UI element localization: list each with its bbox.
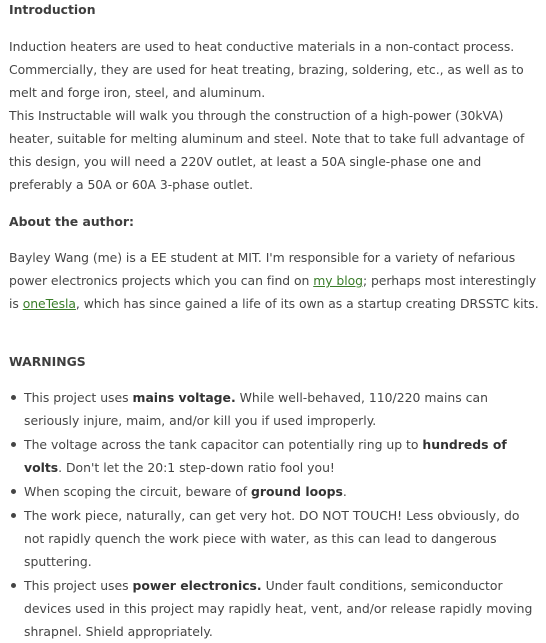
warning-item xyxy=(9,480,540,503)
warning-item xyxy=(9,433,540,479)
about-author-paragraph xyxy=(9,246,540,315)
warning-text: When scoping the circuit, beware of xyxy=(24,484,252,499)
introduction-text xyxy=(9,35,540,196)
bullet-icon xyxy=(11,442,16,447)
bullet-icon xyxy=(11,583,16,588)
warning-emphasis: hundreds of volts xyxy=(24,437,507,475)
warning-emphasis: power electronics. xyxy=(132,578,262,593)
onetesla-link[interactable]: oneTesla xyxy=(22,296,76,311)
my-blog-link[interactable]: my blog xyxy=(313,273,363,288)
warnings-list xyxy=(9,386,540,643)
warning-emphasis: mains voltage. xyxy=(132,390,236,405)
bullet-icon xyxy=(11,513,16,518)
warning-text: While well-behaved, 110/220 mains can seriously injure, maim, and/or kill you if used improperly. xyxy=(24,390,488,428)
warning-text: . xyxy=(342,484,347,499)
warnings-heading: WARNINGS xyxy=(9,354,86,369)
warning-item xyxy=(9,574,540,643)
bullet-icon xyxy=(11,395,16,400)
warning-text: The voltage across the tank capacitor can potentially ring up to xyxy=(24,437,423,452)
warning-text: . Don't let the 20:1 step-down ratio fool you! xyxy=(58,460,335,475)
author-text-part-2: ; perhaps most interestingly is xyxy=(9,273,537,311)
introduction-paragraph-1: Induction heaters are used to heat conductive materials in a non-contact process. Commercially, they are used for heat treating, brazing, soldering, etc., as well as to melt and forge iron, steel, and aluminum. xyxy=(9,39,524,100)
warning-item xyxy=(9,386,540,432)
warning-emphasis: ground loops xyxy=(251,484,343,499)
introduction-paragraph-2: This Instructable will walk you through the construction of a high-power (30kVA) heater, suitable for melting aluminum and steel. Note that to take full advantage of this design, you will need a 220V outlet, at least a 50A single-phase one and preferably a 50A or 60A 3-phase outlet. xyxy=(9,108,525,192)
introduction-heading: Introduction xyxy=(9,2,96,17)
author-text-part-1: Bayley Wang (me) is a EE student at MIT. I'm responsible for a variety of nefarious power electronics projects which you can find on xyxy=(9,250,516,288)
author-text-part-3: , which has since gained a life of its own as a startup creating DRSSTC kits. xyxy=(75,296,539,311)
bullet-icon xyxy=(11,489,16,494)
warning-text: This project uses xyxy=(24,390,133,405)
about-author-heading: About the author: xyxy=(9,214,134,229)
warning-text: This project uses xyxy=(24,578,133,593)
warning-text: Under fault conditions, semiconductor devices used in this project may rapidly heat, vent, and/or release rapidly moving shrapnel. Shield appropriately. xyxy=(24,578,533,639)
warning-item xyxy=(9,504,540,573)
warning-text: The work piece, naturally, can get very hot. DO NOT TOUCH! Less obviously, do not rapidly quench the work piece with water, as this can lead to dangerous sputtering. xyxy=(24,508,520,569)
